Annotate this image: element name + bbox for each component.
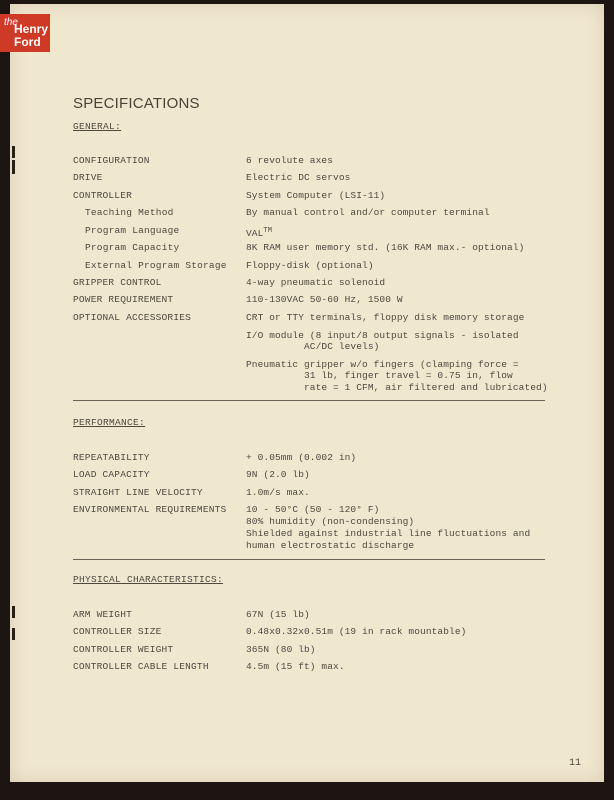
binding-mark xyxy=(12,606,15,618)
section-divider xyxy=(73,400,545,401)
spec-label: POWER REQUIREMENT xyxy=(73,294,174,305)
spec-value-line: 31 lb, finger travel = 0.75 in, flow xyxy=(246,370,513,381)
spec-label: Program Language xyxy=(85,225,180,236)
page-title: SPECIFICATIONS xyxy=(73,95,200,112)
spec-value: 6 revolute axes xyxy=(246,155,334,166)
spec-label: CONTROLLER xyxy=(73,190,133,201)
spec-value: Electric DC servos xyxy=(246,172,351,183)
spec-label: OPTIONAL ACCESSORIES xyxy=(73,312,192,323)
spec-label: GRIPPER CONTROL xyxy=(73,277,162,288)
spec-label: ARM WEIGHT xyxy=(73,609,133,620)
spec-value: 1.0m/s max. xyxy=(246,487,310,498)
section-heading-performance: PERFORMANCE: xyxy=(73,417,146,428)
logo-line-ford: Ford xyxy=(14,35,41,49)
spec-label: CONTROLLER WEIGHT xyxy=(73,644,174,655)
page-number: 11 xyxy=(569,758,582,769)
spec-value-line: AC/DC levels) xyxy=(246,341,380,352)
spec-label: Teaching Method xyxy=(85,207,174,218)
logo-line-henry: Henry xyxy=(14,22,49,36)
spec-value: + 0.05mm (0.002 in) xyxy=(246,452,357,463)
trademark-superscript: TM xyxy=(263,227,273,235)
spec-label: CONTROLLER CABLE LENGTH xyxy=(73,661,209,672)
spec-value: System Computer (LSI-11) xyxy=(246,190,386,201)
spec-value-text: VAL xyxy=(246,228,264,240)
spec-label: STRAIGHT LINE VELOCITY xyxy=(73,487,203,498)
spec-value: By manual control and/or computer terminal xyxy=(246,207,490,218)
spec-value: 4-way pneumatic solenoid xyxy=(246,277,386,288)
spec-value-line: human electrostatic discharge xyxy=(246,540,415,551)
spec-label: CONTROLLER SIZE xyxy=(73,626,162,637)
spec-value: 9N (2.0 lb) xyxy=(246,469,310,480)
spec-value-line: Shielded against industrial line fluctuations and xyxy=(246,528,531,539)
spec-value: 4.5m (15 ft) max. xyxy=(246,661,345,672)
spec-value-line: rate = 1 CFM, air filtered and lubricated) xyxy=(246,382,548,393)
spec-label: Program Capacity xyxy=(85,242,180,253)
spec-value: 365N (80 lb) xyxy=(246,644,316,655)
henry-ford-logo xyxy=(0,14,50,52)
spec-value-line: I/O module (8 input/8 output signals - isolated xyxy=(246,330,519,341)
spec-label: External Program Storage xyxy=(85,260,227,271)
spec-value: 10 - 50°C (50 - 120° F) xyxy=(246,504,380,515)
spec-value xyxy=(246,225,272,240)
spec-value: 67N (15 lb) xyxy=(246,609,310,620)
section-heading-general: GENERAL: xyxy=(73,121,122,132)
spec-label: LOAD CAPACITY xyxy=(73,469,150,480)
spec-value-line: 80% humidity (non-condensing) xyxy=(246,516,415,527)
binding-mark xyxy=(12,628,15,640)
spec-label: CONFIGURATION xyxy=(73,155,150,166)
section-heading-physical: PHYSICAL CHARACTERISTICS: xyxy=(73,574,224,585)
spec-value: Floppy-disk (optional) xyxy=(246,260,374,271)
spec-value: 110-130VAC 50-60 Hz, 1500 W xyxy=(246,294,403,305)
binding-mark xyxy=(12,146,15,158)
spec-label: REPEATABILITY xyxy=(73,452,150,463)
section-divider xyxy=(73,559,545,560)
spec-value-line: Pneumatic gripper w/o fingers (clamping force = xyxy=(246,359,519,370)
logo-line-the: the xyxy=(4,17,18,28)
spec-value: 8K RAM user memory std. (16K RAM max.- optional) xyxy=(246,242,525,253)
spec-value: 0.48x0.32x0.51m (19 in rack mountable) xyxy=(246,626,467,637)
spec-value: CRT or TTY terminals, floppy disk memory storage xyxy=(246,312,525,323)
spec-label: DRIVE xyxy=(73,172,103,183)
binding-mark xyxy=(12,160,15,174)
spec-label: ENVIRONMENTAL REQUIREMENTS xyxy=(73,504,227,515)
